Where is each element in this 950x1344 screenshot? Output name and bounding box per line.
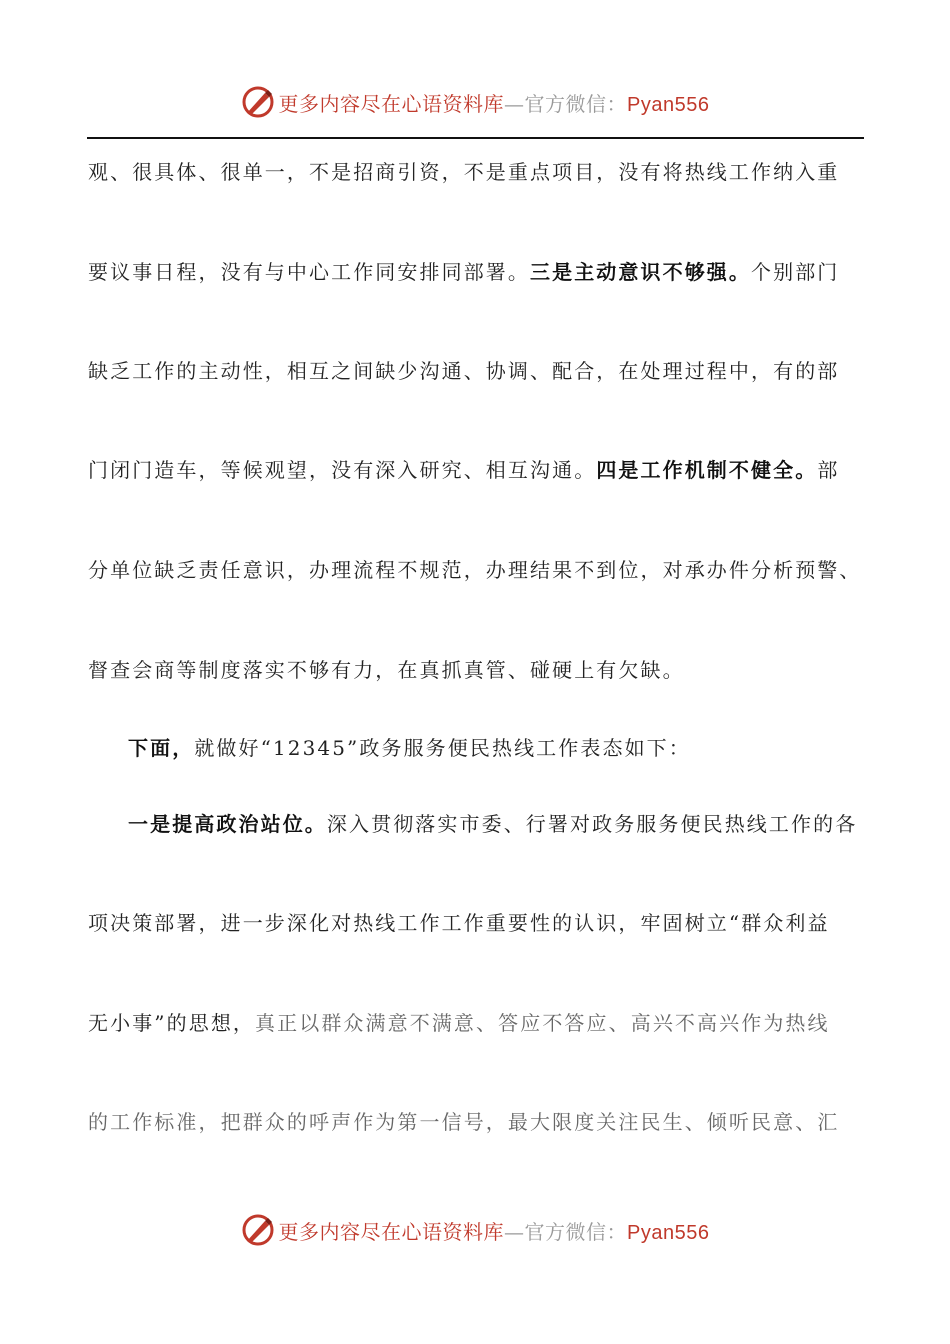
text-line: 观、很具体、很单一，不是招商引资，不是重点项目，没有将热线工作纳入重 — [88, 160, 840, 184]
banner-text: 更多内容尽在心语资料库—官方微信：Pyan556 — [278, 91, 710, 116]
footer-banner — [0, 1210, 950, 1250]
pen-logo-icon — [241, 85, 275, 119]
text-line: 分单位缺乏责任意识，办理流程不规范，办理结果不到位，对承办件分析预警、 — [88, 558, 862, 582]
text-line: 无小事”的思想，真正以群众满意不满意、答应不答应、高兴不高兴作为热线 — [88, 1011, 830, 1035]
text-line: 下面，就做好“12345”政务服务便民热线工作表态如下： — [128, 736, 691, 760]
text-line: 一是提高政治站位。深入贯彻落实市委、行署对政务服务便民热线工作的各 — [128, 812, 858, 836]
text-line: 门闭门造车，等候观望，没有深入研究、相互沟通。四是工作机制不健全。部 — [88, 458, 840, 482]
text-line: 督查会商等制度落实不够有力，在真抓真管、碰硬上有欠缺。 — [88, 658, 685, 682]
header-divider — [87, 137, 864, 139]
text-line: 项决策部署，进一步深化对热线工作工作重要性的认识，牢固树立“群众利益 — [88, 911, 830, 935]
text-line: 要议事日程，没有与中心工作同安排同部署。三是主动意识不够强。个别部门 — [88, 260, 840, 284]
text-line: 的工作标准，把群众的呼声作为第一信号，最大限度关注民生、倾听民意、汇 — [88, 1110, 840, 1134]
banner-text: 更多内容尽在心语资料库—官方微信：Pyan556 — [278, 1219, 710, 1244]
text-line: 缺乏工作的主动性，相互之间缺少沟通、协调、配合，在处理过程中，有的部 — [88, 359, 840, 383]
pen-logo-icon — [241, 1213, 275, 1247]
header-banner — [0, 82, 950, 122]
